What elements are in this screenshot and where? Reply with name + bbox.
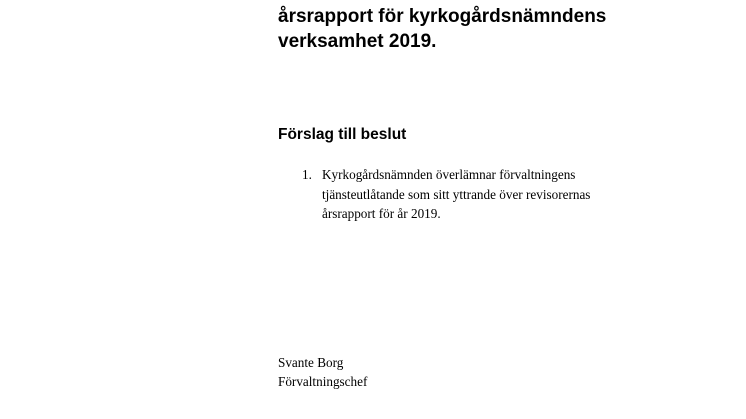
proposal-list [302,165,662,224]
document-title [278,4,718,54]
signatory-name: Svante Borg [278,355,344,370]
document-title-line: årsrapport för kyrkogårdsnämndens [278,6,607,27]
document-title-line: verksamhet 2019. [278,31,437,52]
proposal-text-line: årsrapport för år 2019. [322,206,441,221]
section-heading: Förslag till beslut [278,126,407,143]
signature-block [278,353,367,391]
proposal-item [302,165,662,224]
proposal-number: 1. [302,167,312,182]
proposal-text-line: tjänsteutlåtande som sitt yttrande över revisorernas [322,186,591,202]
proposal-text-line: Kyrkogårdsnämnden överlämnar förvaltningens [322,167,576,182]
signatory-title: Förvaltningschef [278,374,368,389]
